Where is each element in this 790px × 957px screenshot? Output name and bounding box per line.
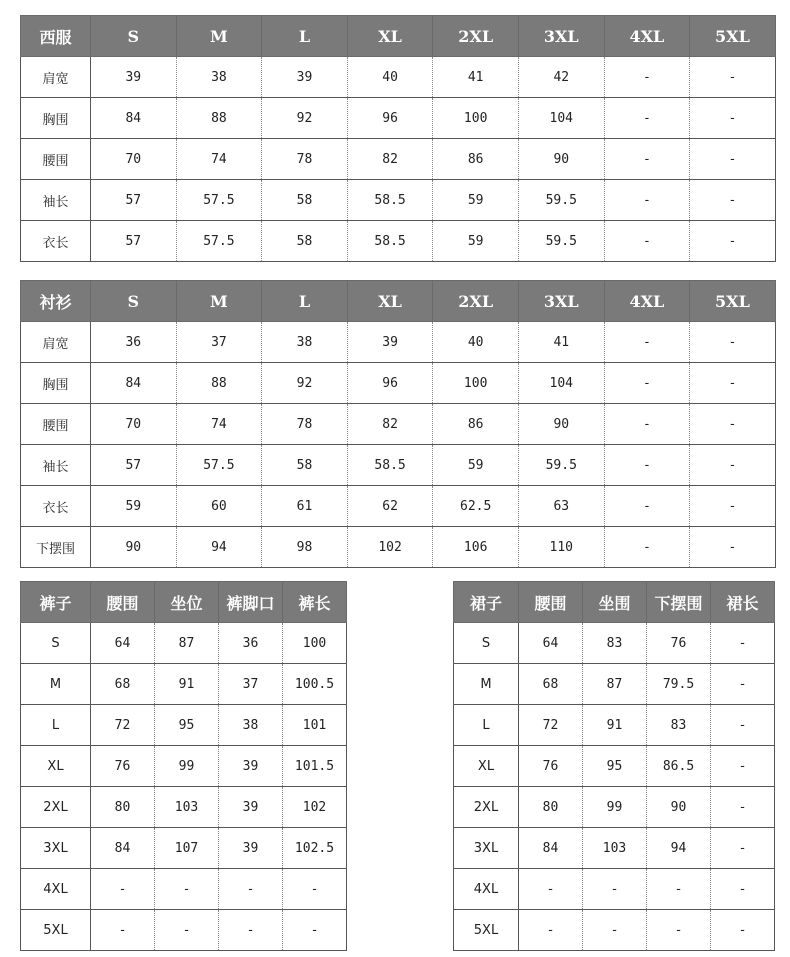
table-cell: - <box>91 910 155 951</box>
table-cell: - <box>690 139 776 180</box>
table-cell: - <box>690 322 776 363</box>
table-cell: 42 <box>518 57 604 98</box>
table-cell: 102 <box>283 787 347 828</box>
table-cell: 104 <box>518 363 604 404</box>
table-cell: 84 <box>91 363 177 404</box>
table-cell: - <box>647 910 711 951</box>
column-header: 坐位 <box>155 582 219 623</box>
table-cell: - <box>604 221 690 262</box>
suit-size-table <box>20 15 776 262</box>
table-cell: 72 <box>519 705 583 746</box>
table-cell: 84 <box>91 828 155 869</box>
table-row <box>454 664 775 705</box>
table-row <box>21 787 347 828</box>
table-cell: 76 <box>519 746 583 787</box>
row-header-cell: S <box>454 623 519 664</box>
table-cell: 82 <box>347 404 433 445</box>
table-cell: 57 <box>91 445 177 486</box>
table-cell: - <box>219 869 283 910</box>
table-cell: 90 <box>91 527 177 568</box>
row-header-cell: 5XL <box>454 910 519 951</box>
table-cell: 57 <box>91 180 177 221</box>
column-header: 2XL <box>433 16 519 57</box>
table-cell: 68 <box>91 664 155 705</box>
table-body <box>454 623 775 951</box>
table-cell: 38 <box>176 57 262 98</box>
table-cell: 101 <box>283 705 347 746</box>
table-cell: 40 <box>347 57 433 98</box>
table-cell: 36 <box>219 623 283 664</box>
table-row <box>21 180 776 221</box>
table-cell: 86 <box>433 139 519 180</box>
row-header-cell: 衣长 <box>21 486 91 527</box>
table-cell: 95 <box>583 746 647 787</box>
table-cell: 100 <box>433 98 519 139</box>
table-row <box>21 139 776 180</box>
table-cell: 80 <box>519 787 583 828</box>
table-cell: 91 <box>583 705 647 746</box>
table-cell: 78 <box>262 139 348 180</box>
table-cell: 62.5 <box>433 486 519 527</box>
table-cell: 95 <box>155 705 219 746</box>
table-title-cell: 西服 <box>21 16 91 57</box>
table-cell: 84 <box>91 98 177 139</box>
table-cell: 63 <box>518 486 604 527</box>
table-row <box>21 746 347 787</box>
table-cell: 88 <box>176 98 262 139</box>
table-body <box>21 322 776 568</box>
table-cell: 58 <box>262 180 348 221</box>
table-cell: 57.5 <box>176 221 262 262</box>
table-cell: - <box>519 910 583 951</box>
column-header: 5XL <box>690 16 776 57</box>
row-header-cell: S <box>21 623 91 664</box>
column-header: XL <box>347 281 433 322</box>
table-row <box>454 828 775 869</box>
table-cell: 91 <box>155 664 219 705</box>
table-row <box>21 221 776 262</box>
table-row <box>21 527 776 568</box>
row-header-cell: 袖长 <box>21 445 91 486</box>
table-cell: 88 <box>176 363 262 404</box>
table-cell: 90 <box>518 139 604 180</box>
table-cell: 37 <box>219 664 283 705</box>
column-header: M <box>176 281 262 322</box>
table-cell: 39 <box>91 57 177 98</box>
table-header-row <box>21 16 776 57</box>
row-header-cell: 胸围 <box>21 98 91 139</box>
table-cell: - <box>604 98 690 139</box>
column-header: S <box>91 16 177 57</box>
column-header: 4XL <box>604 281 690 322</box>
table-cell: - <box>283 910 347 951</box>
table-cell: 78 <box>262 404 348 445</box>
row-header-cell: 腰围 <box>21 404 91 445</box>
table-cell: - <box>91 869 155 910</box>
column-header: 下摆围 <box>647 582 711 623</box>
column-header: 3XL <box>518 16 604 57</box>
row-header-cell: 3XL <box>21 828 91 869</box>
table-row <box>21 910 347 951</box>
row-header-cell: XL <box>21 746 91 787</box>
table-cell: - <box>690 180 776 221</box>
table-row <box>21 664 347 705</box>
table-cell: - <box>690 221 776 262</box>
table-cell: 58.5 <box>347 445 433 486</box>
table-cell: 100 <box>433 363 519 404</box>
row-header-cell: 3XL <box>454 828 519 869</box>
row-header-cell: M <box>454 664 519 705</box>
row-header-cell: 肩宽 <box>21 57 91 98</box>
table-cell: 61 <box>262 486 348 527</box>
table-row <box>21 486 776 527</box>
table-cell: 92 <box>262 98 348 139</box>
table-cell: 68 <box>519 664 583 705</box>
table-cell: 82 <box>347 139 433 180</box>
table-cell: 94 <box>176 527 262 568</box>
table-cell: 70 <box>91 404 177 445</box>
row-header-cell: 肩宽 <box>21 322 91 363</box>
column-header: M <box>176 16 262 57</box>
table-cell: 59 <box>433 221 519 262</box>
column-header: 裤长 <box>283 582 347 623</box>
row-header-cell: 腰围 <box>21 139 91 180</box>
table-row <box>21 869 347 910</box>
row-header-cell: XL <box>454 746 519 787</box>
table-cell: 64 <box>91 623 155 664</box>
table-cell: - <box>711 664 775 705</box>
table-row <box>21 98 776 139</box>
table-cell: - <box>690 486 776 527</box>
table-header-row <box>21 281 776 322</box>
table-cell: - <box>604 404 690 445</box>
table-cell: 76 <box>647 623 711 664</box>
table-cell: 74 <box>176 404 262 445</box>
row-header-cell: 4XL <box>21 869 91 910</box>
table-cell: - <box>711 746 775 787</box>
table-cell: - <box>219 910 283 951</box>
column-header: 坐围 <box>583 582 647 623</box>
row-header-cell: 衣长 <box>21 221 91 262</box>
table-row <box>21 445 776 486</box>
row-header-cell: 2XL <box>21 787 91 828</box>
table-cell: 39 <box>219 787 283 828</box>
column-header: 裙长 <box>711 582 775 623</box>
column-header: 腰围 <box>519 582 583 623</box>
table-cell: 87 <box>155 623 219 664</box>
row-header-cell: M <box>21 664 91 705</box>
table-cell: 58 <box>262 445 348 486</box>
table-cell: 72 <box>91 705 155 746</box>
table-cell: 58 <box>262 221 348 262</box>
column-header: L <box>262 281 348 322</box>
row-header-cell: 2XL <box>454 787 519 828</box>
table-cell: - <box>711 910 775 951</box>
table-cell: 41 <box>433 57 519 98</box>
table-cell: - <box>519 869 583 910</box>
table-cell: 38 <box>262 322 348 363</box>
table-cell: 83 <box>647 705 711 746</box>
table-row <box>454 746 775 787</box>
table-header-row <box>21 582 347 623</box>
table-cell: 39 <box>219 828 283 869</box>
table-cell: 59.5 <box>518 180 604 221</box>
table-cell: - <box>604 363 690 404</box>
table-cell: - <box>647 869 711 910</box>
table-row <box>21 623 347 664</box>
table-row <box>454 705 775 746</box>
table-cell: 74 <box>176 139 262 180</box>
table-row <box>21 828 347 869</box>
table-cell: 98 <box>262 527 348 568</box>
column-header: 腰围 <box>91 582 155 623</box>
table-cell: - <box>604 139 690 180</box>
table-cell: - <box>604 527 690 568</box>
table-cell: 102.5 <box>283 828 347 869</box>
table-cell: - <box>604 180 690 221</box>
table-cell: 90 <box>647 787 711 828</box>
row-header-cell: 下摆围 <box>21 527 91 568</box>
table-cell: 59 <box>433 445 519 486</box>
pants-size-table <box>20 581 347 951</box>
column-header: 3XL <box>518 281 604 322</box>
table-cell: - <box>690 527 776 568</box>
row-header-cell: L <box>454 705 519 746</box>
column-header: 2XL <box>433 281 519 322</box>
table-cell: - <box>155 910 219 951</box>
table-cell: 106 <box>433 527 519 568</box>
table-cell: 103 <box>155 787 219 828</box>
table-title-cell: 裤子 <box>21 582 91 623</box>
table-cell: 102 <box>347 527 433 568</box>
column-header: S <box>91 281 177 322</box>
table-cell: 39 <box>219 746 283 787</box>
table-cell: 87 <box>583 664 647 705</box>
table-cell: - <box>283 869 347 910</box>
table-row <box>21 322 776 363</box>
table-cell: - <box>604 57 690 98</box>
table-body <box>21 623 347 951</box>
row-header-cell: 4XL <box>454 869 519 910</box>
table-cell: - <box>711 623 775 664</box>
table-cell: 58.5 <box>347 221 433 262</box>
table-cell: 38 <box>219 705 283 746</box>
table-row <box>21 404 776 445</box>
table-cell: - <box>711 787 775 828</box>
table-cell: 70 <box>91 139 177 180</box>
table-cell: 83 <box>583 623 647 664</box>
table-cell: - <box>604 322 690 363</box>
table-cell: 58.5 <box>347 180 433 221</box>
table-cell: 41 <box>518 322 604 363</box>
table-header-row <box>454 582 775 623</box>
table-cell: - <box>711 869 775 910</box>
table-cell: 57 <box>91 221 177 262</box>
table-cell: 59.5 <box>518 221 604 262</box>
table-cell: 62 <box>347 486 433 527</box>
table-cell: 86 <box>433 404 519 445</box>
table-cell: 110 <box>518 527 604 568</box>
table-cell: 37 <box>176 322 262 363</box>
table-row <box>454 910 775 951</box>
row-header-cell: 5XL <box>21 910 91 951</box>
table-row <box>454 869 775 910</box>
table-cell: 90 <box>518 404 604 445</box>
table-cell: 99 <box>155 746 219 787</box>
table-cell: 84 <box>519 828 583 869</box>
table-cell: 79.5 <box>647 664 711 705</box>
table-cell: 36 <box>91 322 177 363</box>
table-cell: - <box>690 404 776 445</box>
row-header-cell: 胸围 <box>21 363 91 404</box>
table-row <box>454 787 775 828</box>
table-cell: 99 <box>583 787 647 828</box>
column-header: XL <box>347 16 433 57</box>
skirt-size-table <box>453 581 775 951</box>
table-cell: 39 <box>262 57 348 98</box>
table-cell: 86.5 <box>647 746 711 787</box>
table-body <box>21 57 776 262</box>
table-cell: - <box>604 445 690 486</box>
table-row <box>21 57 776 98</box>
table-cell: 100 <box>283 623 347 664</box>
table-cell: 92 <box>262 363 348 404</box>
table-cell: 59.5 <box>518 445 604 486</box>
table-cell: 100.5 <box>283 664 347 705</box>
table-cell: 40 <box>433 322 519 363</box>
table-cell: 101.5 <box>283 746 347 787</box>
row-header-cell: 袖长 <box>21 180 91 221</box>
table-cell: 76 <box>91 746 155 787</box>
table-cell: - <box>690 445 776 486</box>
table-row <box>21 363 776 404</box>
table-cell: 39 <box>347 322 433 363</box>
table-cell: 57.5 <box>176 445 262 486</box>
row-header-cell: L <box>21 705 91 746</box>
column-header: 裤脚口 <box>219 582 283 623</box>
table-cell: 64 <box>519 623 583 664</box>
table-cell: 57.5 <box>176 180 262 221</box>
table-cell: 96 <box>347 98 433 139</box>
table-cell: - <box>583 910 647 951</box>
table-cell: - <box>583 869 647 910</box>
table-cell: - <box>690 363 776 404</box>
table-row <box>454 623 775 664</box>
table-title-cell: 裙子 <box>454 582 519 623</box>
table-cell: 59 <box>91 486 177 527</box>
table-cell: 96 <box>347 363 433 404</box>
table-cell: 103 <box>583 828 647 869</box>
table-cell: - <box>690 57 776 98</box>
column-header: L <box>262 16 348 57</box>
column-header: 4XL <box>604 16 690 57</box>
table-cell: 107 <box>155 828 219 869</box>
table-cell: - <box>604 486 690 527</box>
table-title-cell: 衬衫 <box>21 281 91 322</box>
table-cell: 104 <box>518 98 604 139</box>
table-cell: 59 <box>433 180 519 221</box>
table-cell: - <box>155 869 219 910</box>
table-cell: 94 <box>647 828 711 869</box>
table-cell: 60 <box>176 486 262 527</box>
table-cell: - <box>711 705 775 746</box>
table-cell: 80 <box>91 787 155 828</box>
table-row <box>21 705 347 746</box>
table-cell: - <box>711 828 775 869</box>
shirt-size-table <box>20 280 776 568</box>
table-cell: - <box>690 98 776 139</box>
column-header: 5XL <box>690 281 776 322</box>
